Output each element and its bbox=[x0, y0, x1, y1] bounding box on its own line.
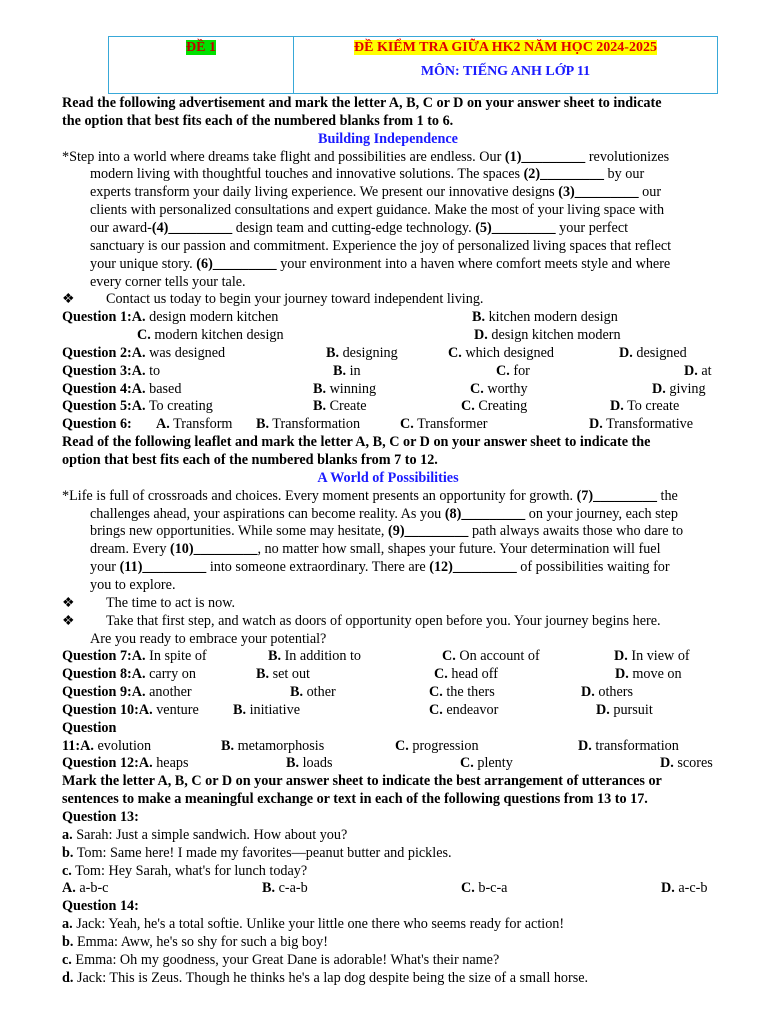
instruction-text: Read the following advertisement and mark the letter A, B, C or D on your answer sheet to indicate bbox=[62, 95, 662, 111]
paragraph-text: *Step into a world where dreams take flight and possibilities are endless. Our bbox=[62, 148, 505, 165]
question-label: Question 5: bbox=[62, 398, 132, 415]
option-b bbox=[268, 648, 361, 666]
option-text: scores bbox=[673, 755, 713, 772]
option-text: for bbox=[509, 362, 530, 379]
option-c bbox=[461, 880, 507, 898]
passage-title: Building Independence bbox=[318, 130, 458, 147]
option-letter: A. bbox=[131, 684, 146, 701]
option-text: Create bbox=[326, 398, 367, 415]
option-letter: B. bbox=[256, 416, 270, 433]
option-b bbox=[262, 880, 308, 898]
dialogue-line bbox=[62, 934, 328, 952]
option-b bbox=[326, 345, 398, 363]
instruction bbox=[62, 452, 438, 470]
question-row bbox=[62, 381, 714, 399]
dialogue-line bbox=[62, 827, 347, 845]
option-c bbox=[400, 416, 488, 434]
bullet-line bbox=[90, 631, 326, 649]
option-text: Transformation bbox=[269, 416, 361, 433]
dialogue-text: Tom: Hey Sarah, what's for lunch today? bbox=[71, 862, 308, 879]
option-letter: B. bbox=[256, 666, 270, 683]
passage2-line bbox=[90, 541, 661, 559]
passage1-line bbox=[90, 238, 671, 256]
blank-3: (3)_________ bbox=[558, 184, 639, 201]
option-text: kitchen modern design bbox=[485, 309, 618, 326]
option-letter: A. bbox=[80, 737, 94, 754]
option-text: Transformative bbox=[602, 416, 694, 433]
option-text: a-c-b bbox=[674, 880, 708, 897]
option-d bbox=[661, 880, 707, 898]
option-d bbox=[652, 381, 706, 399]
passage1-line bbox=[90, 202, 664, 220]
option-letter: A. bbox=[131, 648, 146, 665]
option-d bbox=[660, 755, 713, 773]
passage1-line bbox=[90, 256, 670, 274]
passage1-line bbox=[62, 149, 669, 167]
option-letter: B. bbox=[472, 309, 486, 326]
blank-2: (2)_________ bbox=[523, 166, 604, 183]
section-title bbox=[62, 470, 714, 488]
question-label: Question 6: bbox=[62, 416, 132, 433]
question-label: Question 7: bbox=[62, 648, 132, 665]
option-c bbox=[460, 755, 513, 773]
option-d bbox=[615, 666, 682, 684]
paragraph-text: your bbox=[90, 559, 120, 576]
option-text: giving bbox=[665, 380, 706, 397]
question-label-line bbox=[62, 809, 139, 827]
option-letter: D. bbox=[596, 701, 610, 718]
paragraph-text: challenges ahead, your aspirations can become reality. As you bbox=[90, 505, 445, 522]
option-text: On account of bbox=[455, 648, 540, 665]
option-a bbox=[132, 381, 182, 397]
header-title-cell bbox=[294, 37, 718, 94]
option-letter: B. bbox=[221, 737, 235, 754]
option-letter: B. bbox=[290, 684, 304, 701]
bullet-line bbox=[62, 595, 235, 613]
option-letter: B. bbox=[326, 344, 340, 361]
passage1-line bbox=[90, 166, 644, 184]
instruction bbox=[62, 95, 662, 113]
option-letter: D. bbox=[581, 684, 595, 701]
option-d bbox=[619, 345, 687, 363]
option-a bbox=[132, 648, 207, 664]
paragraph-text: every corner tells your tale. bbox=[90, 273, 246, 290]
option-letter: C. bbox=[400, 416, 414, 433]
option-letter: D. bbox=[684, 362, 698, 379]
option-text: loads bbox=[299, 755, 333, 772]
option-letter: B. bbox=[313, 398, 327, 415]
paragraph-text: you to explore. bbox=[90, 576, 176, 593]
option-text: venture bbox=[152, 701, 199, 718]
option-b bbox=[286, 755, 333, 773]
question-row bbox=[62, 309, 618, 327]
option-letter: C. bbox=[470, 380, 484, 397]
paragraph-text: the bbox=[656, 487, 678, 504]
question-row bbox=[62, 416, 714, 434]
blank-12: (12)_________ bbox=[429, 559, 517, 576]
paragraph-text: of possibilities waiting for bbox=[516, 559, 670, 576]
question-label: Question 14: bbox=[62, 898, 139, 915]
option-text: endeavor bbox=[442, 701, 499, 718]
option-text: To creating bbox=[145, 398, 213, 415]
dialogue-key: a. bbox=[62, 916, 73, 933]
option-text: plenty bbox=[473, 755, 513, 772]
option-d bbox=[578, 738, 679, 756]
dialogue-key: d. bbox=[62, 969, 74, 986]
option-letter: D. bbox=[661, 880, 675, 897]
option-a bbox=[80, 738, 151, 754]
dialogue-text: Jack: Yeah, he's a total softie. Unlike your little one there who seems ready for action! bbox=[72, 916, 565, 933]
paragraph-text: experts transform your daily living experience. We present our innovative designs bbox=[90, 184, 559, 201]
passage2-line bbox=[90, 559, 670, 577]
paragraph-text: our award- bbox=[90, 219, 152, 236]
option-text: pursuit bbox=[609, 701, 653, 718]
option-b bbox=[313, 398, 367, 416]
option-c bbox=[429, 702, 498, 720]
option-a bbox=[62, 880, 108, 898]
option-text: modern kitchen design bbox=[150, 327, 284, 344]
dialogue-key: a. bbox=[62, 826, 73, 843]
question-row bbox=[62, 345, 714, 363]
option-letter: A. bbox=[62, 880, 76, 897]
option-letter: C. bbox=[461, 398, 475, 415]
option-text: To create bbox=[623, 398, 680, 415]
option-a bbox=[132, 363, 160, 379]
option-a bbox=[132, 398, 213, 414]
option-letter: C. bbox=[442, 648, 456, 665]
paragraph-text: your unique story. bbox=[90, 255, 197, 272]
option-text: head off bbox=[447, 666, 498, 683]
option-letter: C. bbox=[395, 737, 409, 754]
option-letter: A. bbox=[131, 398, 146, 415]
option-a bbox=[132, 684, 192, 700]
option-letter: D. bbox=[619, 344, 633, 361]
paragraph-text: brings new opportunities. While some may hesitate, bbox=[90, 523, 389, 540]
option-d bbox=[610, 398, 679, 416]
instruction-text: Read of the following leaflet and mark the letter A, B, C or D on your answer sheet to indicate the bbox=[62, 434, 651, 451]
option-text: Transform bbox=[169, 416, 233, 433]
paragraph-text: on your journey, each step bbox=[525, 505, 678, 522]
option-text: which designed bbox=[461, 344, 554, 361]
option-letter: B. bbox=[233, 701, 247, 718]
option-c bbox=[429, 684, 495, 702]
blank-10: (10)_________ bbox=[169, 541, 258, 558]
passage1-line bbox=[90, 184, 661, 202]
question-label-line bbox=[62, 720, 116, 738]
dialogue-key: c. bbox=[62, 951, 72, 968]
paragraph-text: revolutionizes bbox=[585, 148, 670, 165]
instruction-text: the option that best fits each of the numbered blanks from 1 to 6. bbox=[62, 112, 454, 129]
option-letter: B. bbox=[262, 880, 276, 897]
exam-subject: MÔN: TIẾNG ANH LỚP 11 bbox=[420, 64, 591, 79]
blank-1: (1)_________ bbox=[504, 148, 586, 165]
instruction bbox=[62, 773, 662, 791]
passage2-line bbox=[62, 488, 678, 506]
option-text: Creating bbox=[474, 398, 528, 415]
bullet-text: Contact us today to begin your journey toward independent living. bbox=[106, 291, 484, 308]
option-d bbox=[581, 684, 633, 702]
dialogue-line bbox=[62, 952, 499, 970]
option-letter: A. bbox=[131, 380, 146, 397]
question-label: Question 13: bbox=[62, 809, 139, 825]
option-letter: D. bbox=[660, 755, 674, 772]
bullet-line bbox=[62, 613, 661, 631]
option-c bbox=[434, 666, 498, 684]
option-a bbox=[132, 666, 196, 682]
option-text: In spite of bbox=[145, 648, 207, 665]
dialogue-line bbox=[62, 845, 452, 863]
header-code-cell bbox=[109, 37, 294, 94]
option-a bbox=[132, 345, 225, 361]
question-row bbox=[62, 666, 714, 684]
question-label: Question 3: bbox=[62, 362, 132, 379]
option-letter: A. bbox=[131, 344, 146, 361]
bullet-icon: ❖ bbox=[62, 594, 75, 611]
paragraph-text: *Life is full of crossroads and choices. Every moment presents an opportunity for growth. bbox=[62, 487, 577, 504]
option-letter: C. bbox=[429, 701, 443, 718]
option-letter: B. bbox=[333, 362, 347, 379]
option-a bbox=[139, 755, 189, 771]
dialogue-key: b. bbox=[62, 933, 74, 950]
blank-9: (9)_________ bbox=[388, 523, 469, 540]
option-c bbox=[461, 398, 527, 416]
option-text: in bbox=[346, 362, 361, 379]
option-letter: D. bbox=[578, 737, 592, 754]
paragraph-text: our bbox=[638, 184, 662, 201]
option-letter: C. bbox=[434, 666, 448, 683]
option-c bbox=[448, 345, 554, 363]
instruction bbox=[62, 113, 453, 131]
option-b bbox=[290, 684, 336, 702]
option-letter: A. bbox=[131, 362, 146, 379]
option-d bbox=[596, 702, 653, 720]
option-c bbox=[395, 738, 479, 756]
question-label-line bbox=[62, 898, 139, 916]
passage2-line bbox=[90, 577, 176, 595]
option-letter: B. bbox=[286, 755, 300, 772]
option-text: c-a-b bbox=[275, 880, 308, 897]
option-text: In view of bbox=[627, 648, 690, 665]
instruction bbox=[62, 791, 648, 809]
option-letter: B. bbox=[268, 648, 282, 665]
dialogue-text: Sarah: Just a simple sandwich. How about you? bbox=[72, 826, 348, 843]
option-letter: A. bbox=[131, 666, 146, 683]
paragraph-text: by our bbox=[603, 166, 645, 183]
blank-7: (7)_________ bbox=[576, 487, 657, 504]
option-text: others bbox=[594, 684, 634, 701]
passage-title: A World of Possibilities bbox=[317, 469, 459, 486]
option-text: design modern kitchen bbox=[145, 309, 279, 326]
dialogue-line bbox=[62, 970, 588, 988]
option-b bbox=[233, 702, 300, 720]
passage1-line bbox=[90, 220, 628, 238]
blank-11: (11)_________ bbox=[119, 559, 207, 576]
option-a bbox=[139, 702, 199, 718]
question-label: Question 12: bbox=[62, 755, 139, 772]
option-letter: D. bbox=[589, 416, 603, 433]
option-c bbox=[496, 363, 530, 381]
passage2-line bbox=[90, 523, 683, 541]
dialogue-line bbox=[62, 863, 307, 881]
option-letter: C. bbox=[448, 344, 462, 361]
question-row bbox=[62, 738, 714, 756]
exam-title: ĐỀ KIỂM TRA GIỮA HK2 NĂM HỌC 2024-2025 bbox=[354, 40, 657, 55]
paragraph-text: sanctuary is our passion and commitment. Experience the joy of personalized living spaces that reflect bbox=[90, 237, 672, 254]
option-text: carry on bbox=[145, 666, 196, 683]
option-d bbox=[474, 327, 621, 345]
option-b bbox=[256, 416, 360, 434]
option-a bbox=[132, 309, 279, 325]
question-label: Question 8: bbox=[62, 666, 132, 683]
option-c bbox=[442, 648, 540, 666]
option-text: at bbox=[697, 362, 712, 379]
option-text: set out bbox=[269, 666, 310, 683]
paragraph-text: your environment into a haven where comfort meets style and where bbox=[276, 255, 671, 272]
option-text: a-b-c bbox=[75, 880, 109, 897]
option-text: move on bbox=[628, 666, 682, 683]
dialogue-text: Jack: This is Zeus. Though he thinks he's a lap dog despite being the size of a small horse. bbox=[73, 969, 589, 986]
dialogue-text: Emma: Oh my goodness, your Great Dane is adorable! What's their name? bbox=[71, 951, 500, 968]
option-text: winning bbox=[326, 380, 377, 397]
option-letter: B. bbox=[313, 380, 327, 397]
option-letter: C. bbox=[461, 880, 475, 897]
passage2-line bbox=[90, 506, 678, 524]
option-b bbox=[313, 381, 376, 399]
blank-5: (5)_________ bbox=[475, 219, 556, 236]
option-c bbox=[470, 381, 528, 399]
option-text: another bbox=[145, 684, 192, 701]
question-label: Question bbox=[62, 719, 117, 736]
bullet-text: Take that first step, and watch as doors of opportunity open before you. Your journey begins here. bbox=[106, 612, 661, 629]
option-letter: C. bbox=[496, 362, 510, 379]
option-letter: C. bbox=[137, 327, 151, 344]
option-d bbox=[589, 416, 693, 434]
instruction-text: Mark the letter A, B, C or D on your answer sheet to indicate the best arrangement of utterances or bbox=[62, 773, 662, 790]
paragraph-text: into someone extraordinary. There are bbox=[206, 559, 430, 576]
dialogue-key: c. bbox=[62, 862, 72, 879]
option-text: worthy bbox=[483, 380, 528, 397]
option-letter: D. bbox=[610, 398, 624, 415]
instruction-text: sentences to make a meaningful exchange or text in each of the following questions from 13 to 17. bbox=[62, 791, 648, 808]
option-letter: A. bbox=[138, 701, 153, 718]
paragraph-text: clients with personalized consultations and expert guidance. Make the most of your living space with bbox=[90, 202, 665, 219]
option-text: evolution bbox=[93, 737, 152, 754]
question-row bbox=[62, 363, 714, 381]
option-text: based bbox=[145, 380, 182, 397]
dialogue-text: Emma: Aww, he's so shy for such a big boy! bbox=[73, 933, 328, 950]
option-text: to bbox=[145, 362, 161, 379]
question-label: Question 2: bbox=[62, 344, 132, 361]
option-letter: A. bbox=[131, 309, 146, 326]
option-letter: C. bbox=[429, 684, 443, 701]
option-text: designing bbox=[339, 344, 398, 361]
option-b bbox=[256, 666, 310, 684]
paragraph-text: path always awaits those who dare to bbox=[468, 523, 684, 540]
option-text: other bbox=[303, 684, 336, 701]
option-letter: A. bbox=[156, 416, 170, 433]
blank-6: (6)_________ bbox=[196, 255, 277, 272]
question-label: Question 1: bbox=[62, 309, 132, 326]
option-b bbox=[472, 309, 618, 327]
question-label: Question 10: bbox=[62, 701, 139, 718]
exam-code: ĐỀ 1 bbox=[186, 40, 216, 55]
option-text: b-c-a bbox=[474, 880, 508, 897]
option-a bbox=[156, 416, 232, 434]
paragraph-text: dream. Every bbox=[90, 541, 170, 558]
question-row bbox=[62, 755, 714, 773]
bullet-text: The time to act is now. bbox=[106, 594, 236, 611]
bullet-icon: ❖ bbox=[62, 612, 75, 629]
bullet-line bbox=[62, 291, 483, 309]
option-text: the thers bbox=[442, 684, 495, 701]
dialogue-text: Tom: Same here! I made my favorites—peanut butter and pickles. bbox=[73, 844, 452, 861]
paragraph-text: design team and cutting-edge technology. bbox=[232, 219, 476, 236]
option-letter: D. bbox=[615, 666, 629, 683]
option-text: Transformer bbox=[413, 416, 488, 433]
option-text: transformation bbox=[591, 737, 679, 754]
question-row bbox=[62, 684, 714, 702]
option-letter: D. bbox=[652, 380, 666, 397]
header-table bbox=[108, 36, 718, 94]
dialogue-key: b. bbox=[62, 844, 74, 861]
dialogue-line bbox=[62, 916, 564, 934]
option-text: initiative bbox=[246, 701, 300, 718]
option-text: heaps bbox=[152, 755, 189, 772]
option-d bbox=[614, 648, 690, 666]
question-label: 11: bbox=[62, 737, 81, 754]
passage1-line bbox=[90, 274, 246, 292]
question-row bbox=[62, 702, 714, 720]
option-letter: C. bbox=[460, 755, 474, 772]
option-text: designed bbox=[632, 344, 687, 361]
paragraph-text: , no matter how small, shapes your future. Your determination will fuel bbox=[257, 541, 661, 558]
instruction-text: option that best fits each of the numbered blanks from 7 to 12. bbox=[62, 452, 438, 468]
option-b bbox=[221, 738, 324, 756]
bullet-text: Are you ready to embrace your potential? bbox=[90, 630, 327, 647]
option-letter: A. bbox=[138, 755, 153, 772]
option-text: progression bbox=[408, 737, 479, 754]
option-text: metamorphosis bbox=[234, 737, 325, 754]
option-letter: D. bbox=[614, 648, 628, 665]
option-text: was designed bbox=[145, 344, 226, 361]
question-label: Question 4: bbox=[62, 380, 132, 397]
option-c bbox=[137, 327, 284, 345]
blank-4: (4)_________ bbox=[151, 219, 233, 236]
question-row bbox=[62, 398, 714, 416]
question-row bbox=[62, 648, 714, 666]
instruction bbox=[62, 434, 650, 452]
option-text: design kitchen modern bbox=[487, 327, 621, 344]
paragraph-text: modern living with thoughtful touches and innovative solutions. The spaces bbox=[90, 166, 524, 183]
paragraph-text: your perfect bbox=[555, 219, 629, 236]
option-d bbox=[684, 363, 712, 381]
option-text: In addition to bbox=[281, 648, 362, 665]
question-label: Question 9: bbox=[62, 684, 132, 701]
option-letter: D. bbox=[474, 327, 488, 344]
section-title bbox=[62, 131, 714, 149]
option-b bbox=[333, 363, 361, 381]
bullet-icon: ❖ bbox=[62, 291, 75, 308]
blank-8: (8)_________ bbox=[444, 505, 526, 522]
